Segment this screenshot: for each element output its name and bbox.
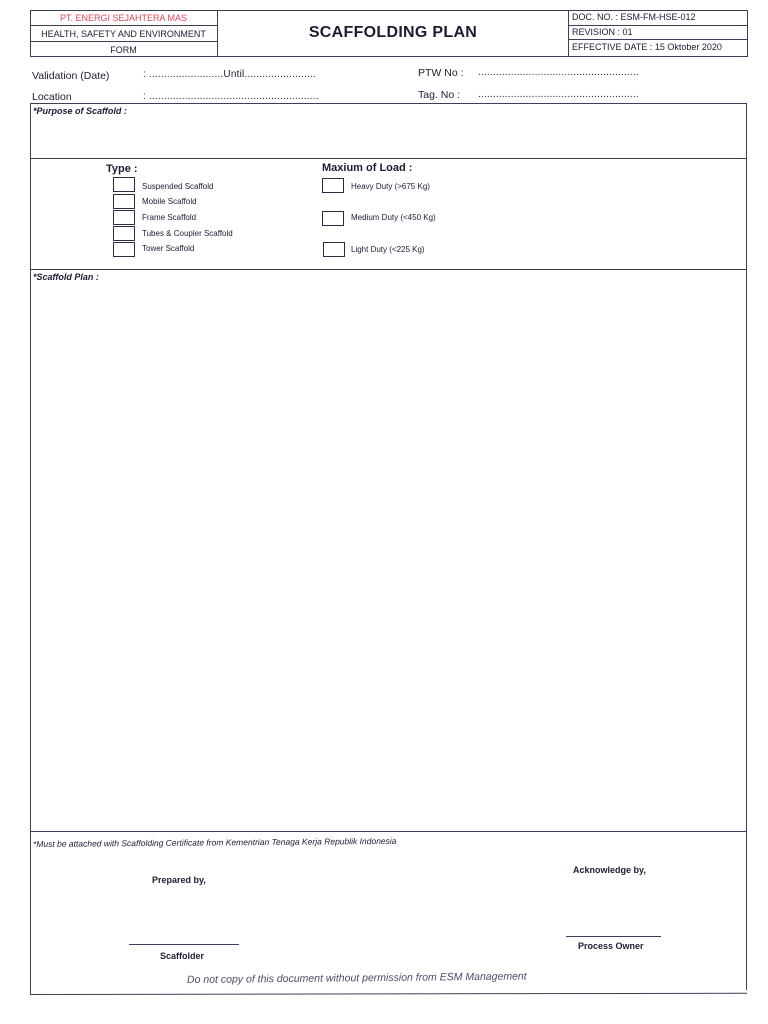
effective-date: EFFECTIVE DATE : 15 Oktober 2020	[572, 42, 722, 52]
load-option-medium: Medium Duty (<450 Kg)	[351, 213, 436, 222]
process-owner-signature-line[interactable]	[566, 936, 661, 937]
acknowledge-by-label: Acknowledge by,	[573, 865, 646, 875]
form-border-right	[746, 103, 747, 990]
location-label: Location	[32, 91, 72, 103]
page-title: SCAFFOLDING PLAN	[308, 24, 478, 41]
copy-disclaimer: Do not copy of this document without permission from ESM Management	[186, 970, 527, 986]
load-checkbox-light[interactable]	[323, 242, 345, 257]
type-option-tubes-coupler: Tubes & Coupler Scaffold	[142, 229, 233, 238]
scaffolder-signature-line[interactable]	[129, 944, 239, 945]
type-heading: Type :	[106, 163, 138, 175]
type-checkbox-frame[interactable]	[113, 210, 135, 225]
scaffolder-label: Scaffolder	[160, 951, 205, 961]
form-border-left	[30, 103, 31, 995]
purpose-input-area[interactable]	[32, 120, 745, 156]
form-border-bottom	[30, 993, 747, 995]
process-owner-label: Process Owner	[578, 941, 644, 951]
load-option-heavy: Heavy Duty (>675 Kg)	[351, 182, 430, 191]
company-name: PT. ENERGI SEJAHTERA MAS	[59, 13, 188, 23]
validation-label: Validation (Date)	[32, 70, 110, 82]
load-heading: Maxium of Load :	[322, 162, 413, 174]
validation-field[interactable]: : .........................Until........................	[143, 69, 316, 80]
load-checkbox-heavy[interactable]	[322, 178, 344, 193]
purpose-label: *Purpose of Scaffold :	[33, 106, 127, 116]
type-checkbox-mobile[interactable]	[113, 194, 135, 209]
location-field[interactable]: : .........................................................	[143, 91, 319, 102]
type-option-tower: Tower Scaffold	[142, 244, 195, 253]
certificate-note: *Must be attached with Scaffolding Certificate from Kementrian Tenaga Kerja Republik Indonesia	[32, 835, 397, 849]
type-option-frame: Frame Scaffold	[142, 213, 197, 222]
department-name: HEALTH, SAFETY AND ENVIRONMENT	[41, 29, 206, 39]
scaffold-plan-label: *Scaffold Plan :	[33, 272, 99, 282]
ptw-label: PTW No :	[418, 67, 464, 79]
ptw-field[interactable]: ......................................................	[478, 67, 639, 78]
doc-number: DOC. NO. : ESM-FM-HSE-012	[572, 12, 696, 22]
type-checkbox-suspended[interactable]	[113, 177, 135, 192]
form-border-top	[30, 103, 747, 104]
type-checkbox-tubes-coupler[interactable]	[113, 226, 135, 241]
document-header	[30, 10, 748, 57]
prepared-by-label: Prepared by,	[152, 875, 206, 885]
load-checkbox-medium[interactable]	[322, 211, 344, 226]
type-checkbox-tower[interactable]	[113, 242, 135, 257]
scaffold-plan-drawing-area[interactable]	[32, 286, 745, 828]
load-option-light: Light Duty (<225 Kg)	[351, 245, 425, 254]
form-label: FORM	[110, 45, 137, 55]
type-option-mobile: Mobile Scaffold	[142, 197, 197, 206]
tag-field[interactable]: ......................................................	[478, 89, 639, 100]
type-option-suspended: Suspended Scaffold	[142, 182, 214, 191]
revision-number: REVISION : 01	[572, 27, 633, 37]
tag-label: Tag. No :	[418, 89, 461, 101]
